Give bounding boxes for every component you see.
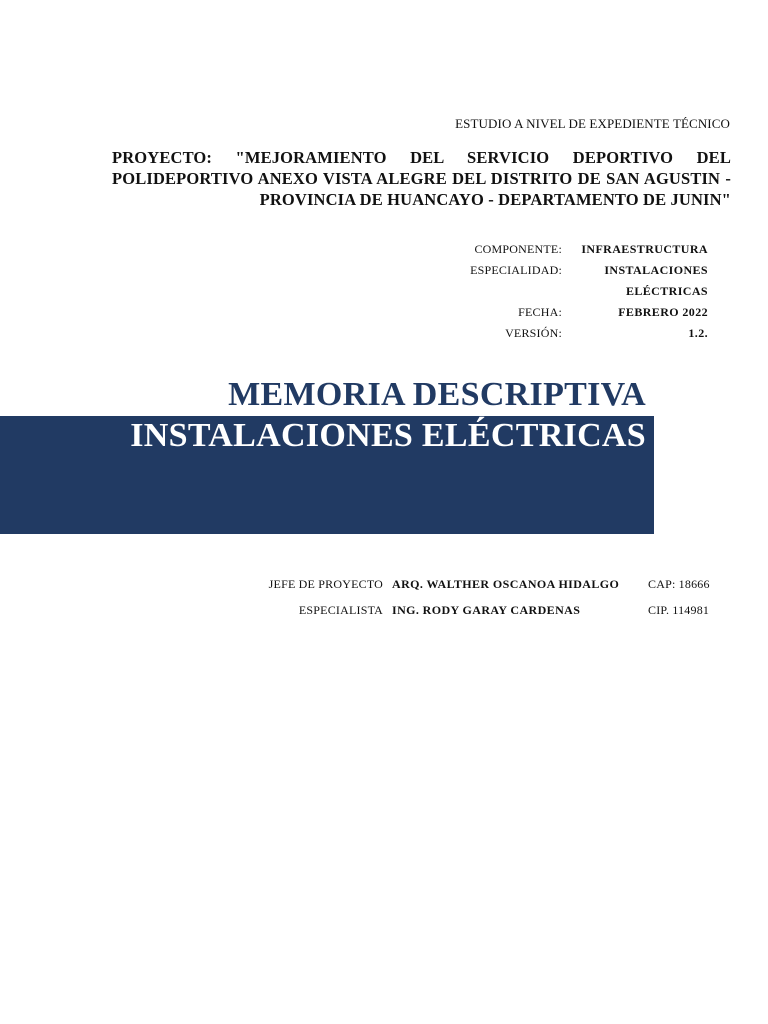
team-role: ESPECIALISTA	[298, 603, 383, 617]
meta-value: INFRAESTRUCTURA	[581, 242, 708, 256]
meta-label: VERSIÓN:	[505, 326, 562, 340]
team-member-name: ING. RODY GARAY CARDENAS	[392, 603, 581, 617]
meta-value: INSTALACIONES ELÉCTRICAS	[604, 263, 708, 298]
team-row	[200, 577, 728, 603]
meta-label: ESPECIALIDAD:	[470, 263, 562, 277]
document-specialty-title: INSTALACIONES ELÉCTRICAS	[130, 417, 646, 454]
meta-value: 1.2.	[688, 326, 708, 340]
document-title: MEMORIA DESCRIPTIVA	[228, 376, 646, 413]
team-row	[200, 603, 728, 629]
meta-value: FEBRERO 2022	[618, 305, 708, 319]
meta-row-version	[430, 325, 730, 346]
team-table	[200, 577, 728, 629]
meta-label: COMPONENTE:	[474, 242, 562, 256]
team-role: JEFE DE PROYECTO	[268, 577, 383, 591]
team-member-name: ARQ. WALTHER OSCANOA HIDALGO	[392, 577, 620, 591]
team-registration: CAP: 18666	[648, 577, 710, 591]
meta-row-component	[430, 241, 730, 262]
meta-row-date	[430, 304, 730, 325]
meta-label: FECHA:	[518, 305, 562, 319]
project-title: PROYECTO: "MEJORAMIENTO DEL SERVICIO DEPORTIVO DEL POLIDEPORTIVO ANEXO VISTA ALEGRE DEL DISTRITO DE SAN AGUSTIN - PROVINCIA DE HUANCAYO - DEPARTAMENTO DE JUNIN"	[112, 148, 731, 209]
meta-row-specialty	[430, 262, 730, 304]
metadata-table	[430, 241, 730, 346]
study-level-subtitle: ESTUDIO A NIVEL DE EXPEDIENTE TÉCNICO	[455, 116, 730, 131]
team-registration: CIP. 114981	[648, 603, 710, 617]
